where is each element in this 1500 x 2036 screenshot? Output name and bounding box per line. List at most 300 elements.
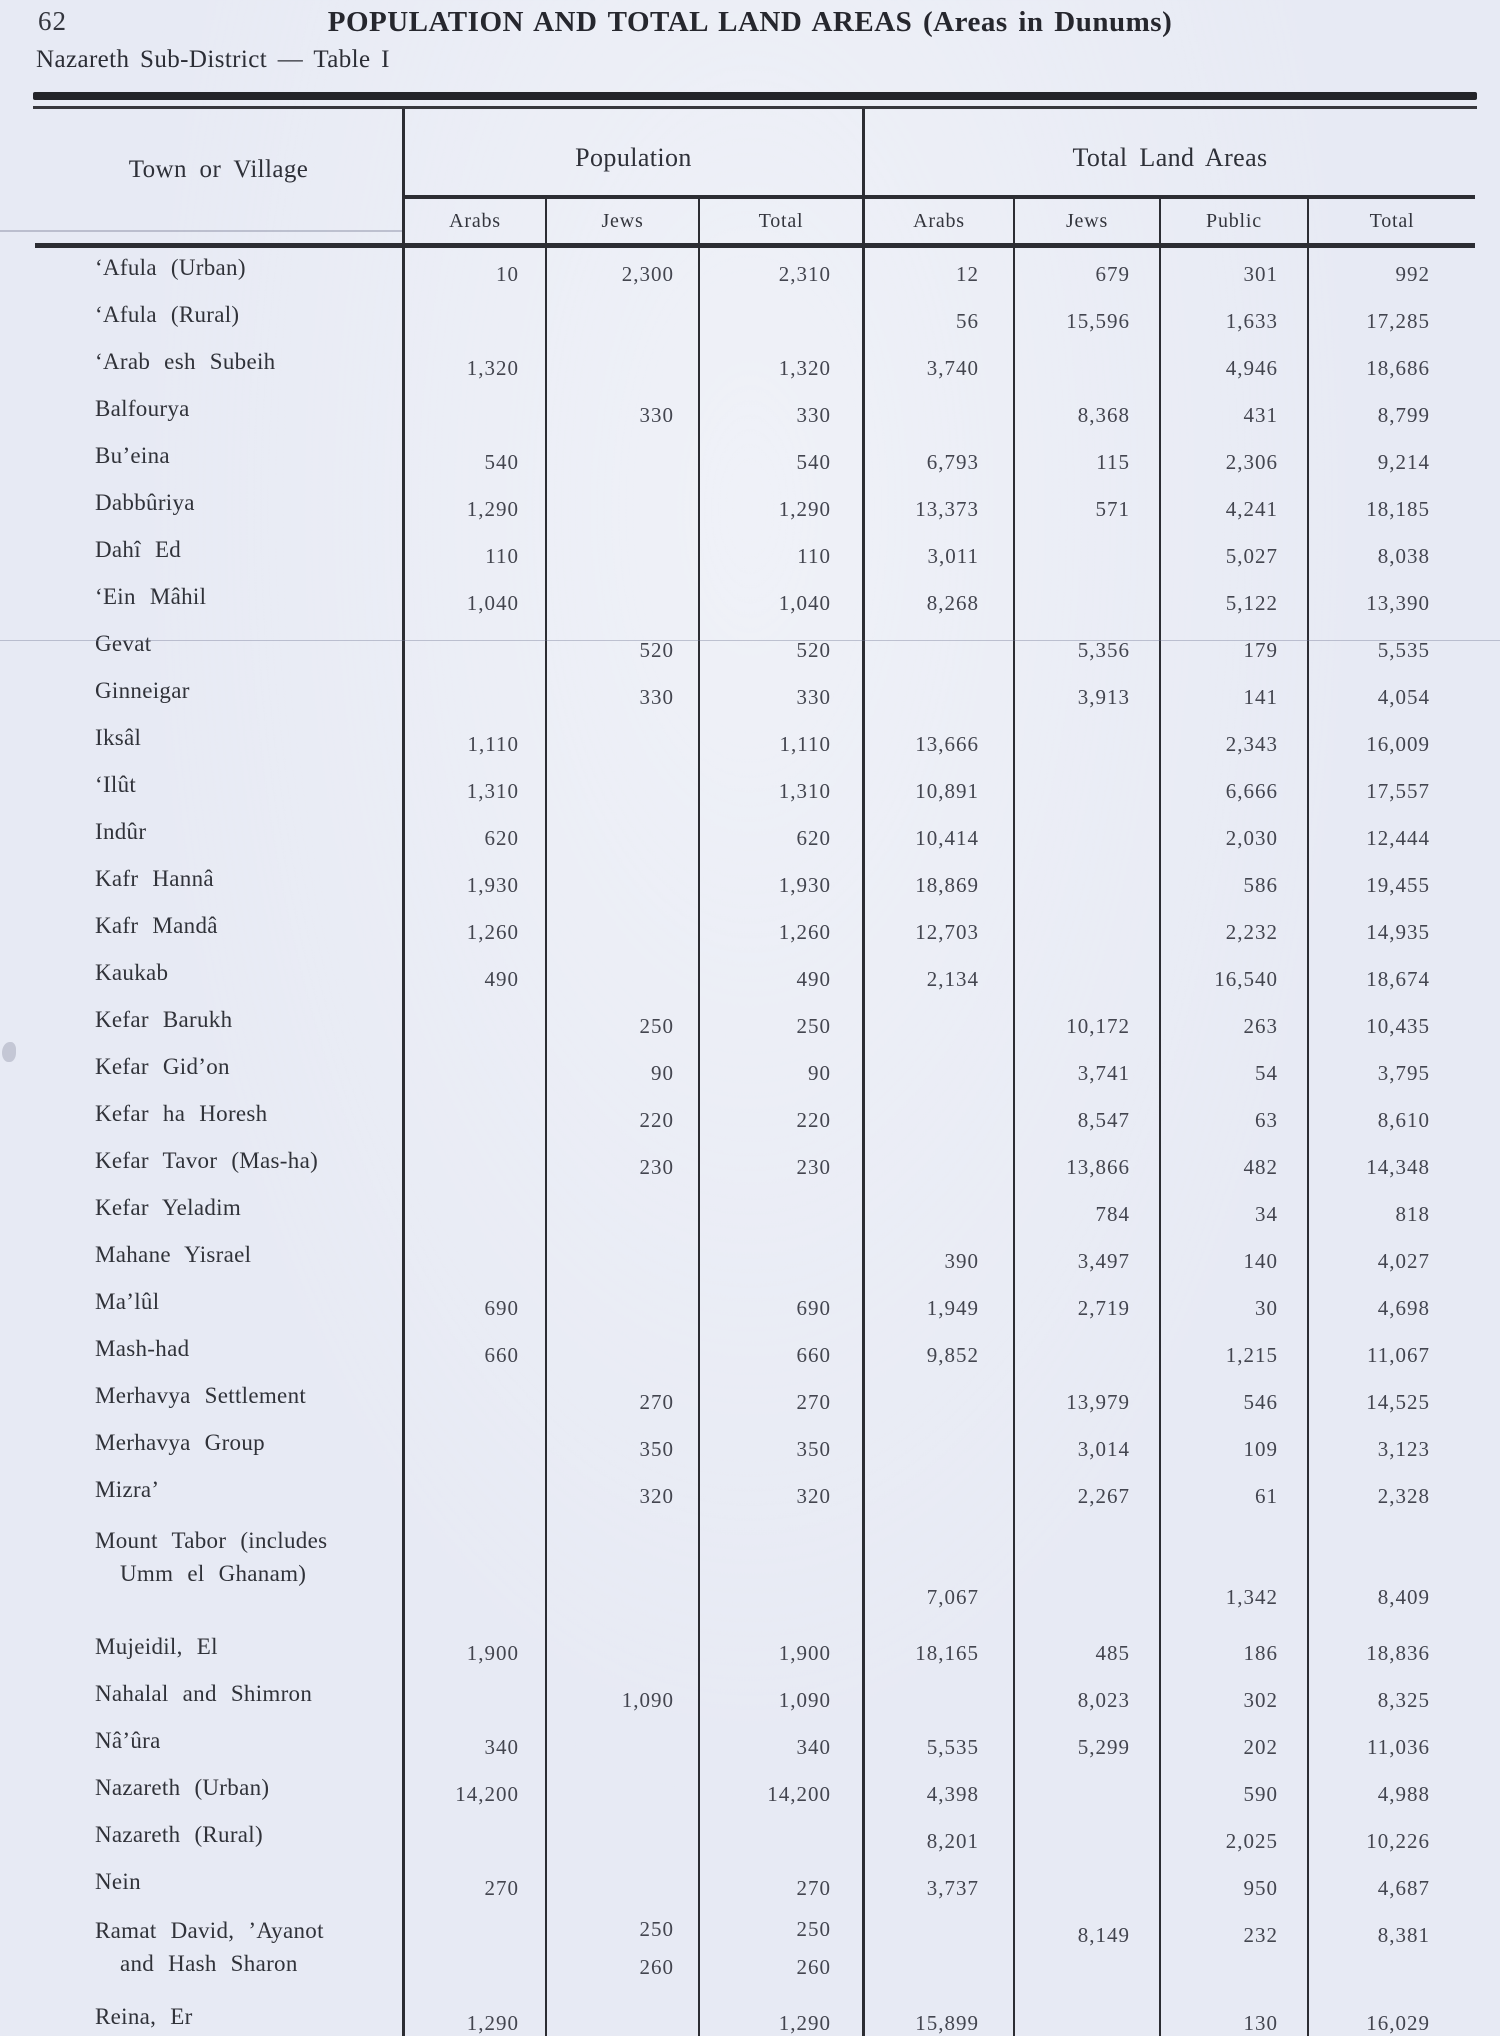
population-land-table xyxy=(35,109,1475,2036)
cell-land-arabs xyxy=(862,1188,1013,1235)
cell-land-total: 18,674 xyxy=(1307,953,1475,1000)
cell-land-public: 263 xyxy=(1159,1000,1307,1047)
cell-land-total: 18,686 xyxy=(1307,342,1475,389)
cell-pop-arabs: 340 xyxy=(402,1721,545,1768)
cell-land-public: 546 xyxy=(1159,1376,1307,1423)
cell-land-jews: 679 xyxy=(1013,248,1159,295)
cell-pop-total: 2,310 xyxy=(698,248,862,295)
cell-land-arabs xyxy=(862,1047,1013,1094)
town-name: Kefar Gid’on xyxy=(95,1054,230,1079)
cell-land-arabs: 10,891 xyxy=(862,765,1013,812)
cell-land-public: 202 xyxy=(1159,1721,1307,1768)
cell-pop-total: 270 xyxy=(698,1862,862,1909)
cell-land-jews xyxy=(1013,1768,1159,1815)
cell-pop-total: 220 xyxy=(698,1094,862,1141)
cell-land-jews: 3,497 xyxy=(1013,1235,1159,1282)
cell-pop-jews xyxy=(545,1768,698,1815)
cell-land-total: 818 xyxy=(1307,1188,1475,1235)
cell-land-jews xyxy=(1013,577,1159,624)
cell-pop-jews xyxy=(545,1517,698,1627)
cell-land-arabs: 15,899 xyxy=(862,1997,1013,2036)
cell-land-total: 10,435 xyxy=(1307,1000,1475,1047)
cell-pop-arabs: 110 xyxy=(402,530,545,577)
cell-land-public: 16,540 xyxy=(1159,953,1307,1000)
cell-pop-total: 250 260 xyxy=(698,1909,862,1997)
cell-pop-total: 230 xyxy=(698,1141,862,1188)
cell-land-public: 302 xyxy=(1159,1674,1307,1721)
cell-land-jews: 2,267 xyxy=(1013,1470,1159,1517)
cell-pop-total: 1,320 xyxy=(698,342,862,389)
cell-land-arabs: 56 xyxy=(862,295,1013,342)
cell-land-public: 431 xyxy=(1159,389,1307,436)
cell-pop-jews: 2,300 xyxy=(545,248,698,295)
town-name: Nazareth (Urban) xyxy=(95,1775,270,1800)
group-header-population: Population xyxy=(402,109,862,199)
cell-land-total: 11,036 xyxy=(1307,1721,1475,1768)
cell-land-public: 590 xyxy=(1159,1768,1307,1815)
cell-land-total: 4,027 xyxy=(1307,1235,1475,1282)
cell-land-jews: 15,596 xyxy=(1013,295,1159,342)
cell-land-total: 8,799 xyxy=(1307,389,1475,436)
cell-land-arabs xyxy=(862,1423,1013,1470)
cell-land-arabs: 3,011 xyxy=(862,530,1013,577)
cell-land-public: 586 xyxy=(1159,859,1307,906)
cell-land-public: 2,025 xyxy=(1159,1815,1307,1862)
cell-land-jews xyxy=(1013,765,1159,812)
cell-pop-arabs xyxy=(402,1815,545,1862)
cell-pop-arabs: 540 xyxy=(402,436,545,483)
cell-land-jews xyxy=(1013,1329,1159,1376)
group-header-total-land-areas: Total Land Areas xyxy=(862,109,1475,199)
cell-land-public: 54 xyxy=(1159,1047,1307,1094)
table-row xyxy=(35,1141,1475,1188)
cell-pop-arabs: 14,200 xyxy=(402,1768,545,1815)
cell-land-public: 950 xyxy=(1159,1862,1307,1909)
cell-land-total: 4,054 xyxy=(1307,671,1475,718)
cell-pop-arabs: 1,290 xyxy=(402,483,545,530)
cell-pop-total: 320 xyxy=(698,1470,862,1517)
table-row xyxy=(35,765,1475,812)
town-name: Mujeidil, El xyxy=(95,1634,218,1659)
cell-pop-jews: 320 xyxy=(545,1470,698,1517)
cell-land-total: 8,610 xyxy=(1307,1094,1475,1141)
cell-pop-jews: 250 260 xyxy=(545,1909,698,1997)
cell-pop-jews xyxy=(545,1235,698,1282)
cell-pop-arabs xyxy=(402,1909,545,1997)
cell-pop-arabs xyxy=(402,1235,545,1282)
cell-pop-total: 660 xyxy=(698,1329,862,1376)
town-name: Merhavya Settlement xyxy=(95,1383,307,1408)
cell-pop-total: 270 xyxy=(698,1376,862,1423)
cell-pop-jews xyxy=(545,765,698,812)
cell-land-arabs: 12 xyxy=(862,248,1013,295)
cell-land-total: 19,455 xyxy=(1307,859,1475,906)
town-name: Kefar ha Horesh xyxy=(95,1101,268,1126)
cell-land-public: 4,946 xyxy=(1159,342,1307,389)
cell-pop-total xyxy=(698,295,862,342)
cell-land-arabs: 7,067 xyxy=(862,1517,1013,1627)
cell-land-total: 8,038 xyxy=(1307,530,1475,577)
cell-pop-total: 1,930 xyxy=(698,859,862,906)
cell-land-public: 1,215 xyxy=(1159,1329,1307,1376)
cell-land-jews: 13,866 xyxy=(1013,1141,1159,1188)
cell-pop-total: 1,310 xyxy=(698,765,862,812)
cell-pop-jews xyxy=(545,906,698,953)
table-row xyxy=(35,671,1475,718)
town-name: Kefar Tavor (Mas-ha) xyxy=(95,1148,319,1173)
cell-pop-total: 340 xyxy=(698,1721,862,1768)
cell-land-jews: 485 xyxy=(1013,1627,1159,1674)
cell-land-jews: 571 xyxy=(1013,483,1159,530)
cell-pop-arabs xyxy=(402,1376,545,1423)
cell-land-arabs: 390 xyxy=(862,1235,1013,1282)
cell-land-public: 186 xyxy=(1159,1627,1307,1674)
cell-pop-total xyxy=(698,1188,862,1235)
table-caption: Nazareth Sub-District — Table I xyxy=(36,46,390,73)
town-name: Indûr xyxy=(95,819,147,844)
cell-land-arabs xyxy=(862,1376,1013,1423)
cell-land-total: 14,935 xyxy=(1307,906,1475,953)
cell-land-public: 5,122 xyxy=(1159,577,1307,624)
cell-pop-arabs: 1,900 xyxy=(402,1627,545,1674)
cell-land-public: 482 xyxy=(1159,1141,1307,1188)
table-header xyxy=(35,109,1475,248)
town-name: Mount Tabor (includes Umm el Ghanam) xyxy=(95,1528,328,1586)
cell-land-total: 17,557 xyxy=(1307,765,1475,812)
cell-land-public: 140 xyxy=(1159,1235,1307,1282)
cell-land-arabs: 18,869 xyxy=(862,859,1013,906)
cell-pop-jews xyxy=(545,436,698,483)
column-header-pop-jews: Jews xyxy=(545,199,698,243)
cell-pop-arabs: 270 xyxy=(402,1862,545,1909)
cell-land-total: 3,795 xyxy=(1307,1047,1475,1094)
cell-pop-total xyxy=(698,1815,862,1862)
table-row xyxy=(35,1282,1475,1329)
cell-land-jews xyxy=(1013,718,1159,765)
cell-land-arabs: 8,201 xyxy=(862,1815,1013,1862)
cell-pop-total xyxy=(698,1517,862,1627)
table-row xyxy=(35,1721,1475,1768)
cell-land-jews xyxy=(1013,812,1159,859)
table-row xyxy=(35,1094,1475,1141)
cell-pop-arabs xyxy=(402,295,545,342)
cell-pop-jews: 250 xyxy=(545,1000,698,1047)
cell-land-public: 1,342 xyxy=(1159,1517,1307,1627)
cell-land-jews: 13,979 xyxy=(1013,1376,1159,1423)
cell-pop-jews xyxy=(545,718,698,765)
table-row xyxy=(35,1517,1475,1627)
table-row xyxy=(35,295,1475,342)
cell-pop-total: 1,900 xyxy=(698,1627,862,1674)
column-header-land-public: Public xyxy=(1159,199,1307,243)
cell-pop-arabs xyxy=(402,671,545,718)
cell-land-jews: 3,014 xyxy=(1013,1423,1159,1470)
cell-pop-jews xyxy=(545,812,698,859)
cell-land-public: 2,343 xyxy=(1159,718,1307,765)
cell-pop-jews: 220 xyxy=(545,1094,698,1141)
cell-land-public: 109 xyxy=(1159,1423,1307,1470)
cell-pop-total: 1,110 xyxy=(698,718,862,765)
cell-pop-jews: 230 xyxy=(545,1141,698,1188)
table-row xyxy=(35,483,1475,530)
cell-land-jews xyxy=(1013,859,1159,906)
cell-pop-jews xyxy=(545,483,698,530)
cell-pop-arabs: 1,110 xyxy=(402,718,545,765)
cell-land-jews: 2,719 xyxy=(1013,1282,1159,1329)
table-row xyxy=(35,1627,1475,1674)
table-row xyxy=(35,1000,1475,1047)
cell-pop-arabs: 1,290 xyxy=(402,1997,545,2036)
cell-pop-arabs xyxy=(402,1047,545,1094)
town-name: Reina, Er xyxy=(95,2004,193,2029)
cell-land-public: 30 xyxy=(1159,1282,1307,1329)
cell-land-arabs xyxy=(862,1470,1013,1517)
cell-pop-arabs: 1,320 xyxy=(402,342,545,389)
cell-land-arabs: 9,852 xyxy=(862,1329,1013,1376)
cell-land-jews: 784 xyxy=(1013,1188,1159,1235)
cell-land-jews: 8,149 xyxy=(1013,1909,1159,1997)
cell-land-jews xyxy=(1013,530,1159,577)
cell-pop-total: 110 xyxy=(698,530,862,577)
cell-land-arabs: 6,793 xyxy=(862,436,1013,483)
cell-land-public: 179 xyxy=(1159,624,1307,671)
town-name: Bu’eina xyxy=(95,443,170,468)
cell-land-arabs: 3,737 xyxy=(862,1862,1013,1909)
cell-land-public: 2,030 xyxy=(1159,812,1307,859)
cell-land-arabs xyxy=(862,1141,1013,1188)
cell-pop-total: 1,290 xyxy=(698,483,862,530)
cell-pop-arabs: 10 xyxy=(402,248,545,295)
cell-pop-jews xyxy=(545,342,698,389)
cell-land-jews: 8,368 xyxy=(1013,389,1159,436)
town-name: Kaukab xyxy=(95,960,169,985)
town-name: Ginneigar xyxy=(95,678,190,703)
cell-land-public: 130 xyxy=(1159,1997,1307,2036)
cell-land-arabs xyxy=(862,671,1013,718)
cell-land-total: 11,067 xyxy=(1307,1329,1475,1376)
table-row xyxy=(35,1909,1475,1997)
cell-land-jews xyxy=(1013,1862,1159,1909)
cell-land-total: 5,535 xyxy=(1307,624,1475,671)
cell-land-total: 4,687 xyxy=(1307,1862,1475,1909)
table-row xyxy=(35,1768,1475,1815)
cell-land-total: 8,325 xyxy=(1307,1674,1475,1721)
cell-land-total: 13,390 xyxy=(1307,577,1475,624)
cell-land-arabs: 3,740 xyxy=(862,342,1013,389)
cell-pop-jews: 270 xyxy=(545,1376,698,1423)
cell-pop-total: 350 xyxy=(698,1423,862,1470)
cell-pop-arabs xyxy=(402,1000,545,1047)
town-name: Iksâl xyxy=(95,725,142,750)
cell-land-arabs: 1,949 xyxy=(862,1282,1013,1329)
cell-land-total: 9,214 xyxy=(1307,436,1475,483)
cell-pop-total: 490 xyxy=(698,953,862,1000)
table-row xyxy=(35,1047,1475,1094)
cell-land-total: 4,698 xyxy=(1307,1282,1475,1329)
cell-pop-arabs: 490 xyxy=(402,953,545,1000)
town-name: Dabbûriya xyxy=(95,490,195,515)
cell-pop-arabs xyxy=(402,624,545,671)
cell-pop-jews xyxy=(545,1627,698,1674)
cell-land-jews: 115 xyxy=(1013,436,1159,483)
cell-pop-total: 330 xyxy=(698,671,862,718)
table-row xyxy=(35,389,1475,436)
cell-land-jews: 5,356 xyxy=(1013,624,1159,671)
scan-artifact-smudge xyxy=(2,1042,16,1062)
town-name: Mash-had xyxy=(95,1336,190,1361)
cell-land-arabs: 8,268 xyxy=(862,577,1013,624)
cell-land-jews xyxy=(1013,906,1159,953)
town-name: ‘Afula (Urban) xyxy=(95,255,246,280)
cell-pop-total: 620 xyxy=(698,812,862,859)
town-name: ‘Afula (Rural) xyxy=(95,302,240,327)
cell-land-arabs: 13,373 xyxy=(862,483,1013,530)
cell-pop-arabs xyxy=(402,1094,545,1141)
table-row xyxy=(35,953,1475,1000)
column-header-pop-arabs: Arabs xyxy=(402,199,545,243)
town-name: Ramat David, ’Ayanot and Hash Sharon xyxy=(95,1918,324,1976)
cell-pop-total: 250 xyxy=(698,1000,862,1047)
cell-pop-total: 1,040 xyxy=(698,577,862,624)
column-header-pop-total: Total xyxy=(698,199,862,243)
cell-land-jews xyxy=(1013,1517,1159,1627)
cell-pop-jews xyxy=(545,295,698,342)
cell-pop-jews xyxy=(545,1862,698,1909)
town-name: Gevat xyxy=(95,631,152,656)
cell-land-jews xyxy=(1013,1815,1159,1862)
cell-land-public: 2,306 xyxy=(1159,436,1307,483)
town-name: Nazareth (Rural) xyxy=(95,1822,263,1847)
cell-land-arabs: 10,414 xyxy=(862,812,1013,859)
cell-pop-arabs xyxy=(402,1517,545,1627)
cell-pop-total: 520 xyxy=(698,624,862,671)
town-name: Balfourya xyxy=(95,396,190,421)
cell-land-total: 992 xyxy=(1307,248,1475,295)
table-row xyxy=(35,1376,1475,1423)
cell-pop-total: 14,200 xyxy=(698,1768,862,1815)
cell-land-public: 2,232 xyxy=(1159,906,1307,953)
cell-pop-jews xyxy=(545,530,698,577)
cell-pop-arabs xyxy=(402,1674,545,1721)
cell-land-total: 14,348 xyxy=(1307,1141,1475,1188)
cell-pop-total: 330 xyxy=(698,389,862,436)
cell-land-arabs: 13,666 xyxy=(862,718,1013,765)
town-name: Mizra’ xyxy=(95,1477,160,1502)
town-name: Ma’lûl xyxy=(95,1289,160,1314)
cell-pop-total: 690 xyxy=(698,1282,862,1329)
cell-pop-jews xyxy=(545,1188,698,1235)
table-body xyxy=(35,248,1475,2036)
cell-pop-total: 1,290 xyxy=(698,1997,862,2036)
cell-land-total: 18,185 xyxy=(1307,483,1475,530)
cell-pop-jews: 330 xyxy=(545,671,698,718)
page-number: 62 xyxy=(38,6,67,36)
town-name: Kafr Mandâ xyxy=(95,913,218,938)
town-name: Kafr Hannâ xyxy=(95,866,214,891)
town-name: ‘Ein Mâhil xyxy=(95,584,207,609)
cell-land-arabs xyxy=(862,1000,1013,1047)
cell-land-public: 141 xyxy=(1159,671,1307,718)
cell-land-total: 18,836 xyxy=(1307,1627,1475,1674)
cell-land-public: 232 xyxy=(1159,1909,1307,1997)
cell-pop-arabs xyxy=(402,389,545,436)
table-row xyxy=(35,342,1475,389)
cell-pop-arabs: 1,310 xyxy=(402,765,545,812)
town-name: Kefar Barukh xyxy=(95,1007,233,1032)
cell-pop-jews: 520 xyxy=(545,624,698,671)
cell-pop-jews: 350 xyxy=(545,1423,698,1470)
cell-pop-arabs: 690 xyxy=(402,1282,545,1329)
cell-pop-total: 1,090 xyxy=(698,1674,862,1721)
cell-pop-arabs: 620 xyxy=(402,812,545,859)
cell-land-jews xyxy=(1013,342,1159,389)
cell-land-total: 2,328 xyxy=(1307,1470,1475,1517)
town-name: Kefar Yeladim xyxy=(95,1195,242,1220)
cell-land-arabs xyxy=(862,1909,1013,1997)
cell-pop-jews xyxy=(545,1329,698,1376)
cell-pop-jews: 330 xyxy=(545,389,698,436)
cell-land-public: 61 xyxy=(1159,1470,1307,1517)
cell-land-public: 63 xyxy=(1159,1094,1307,1141)
cell-land-public: 4,241 xyxy=(1159,483,1307,530)
table-row xyxy=(35,624,1475,671)
cell-land-jews: 8,023 xyxy=(1013,1674,1159,1721)
cell-land-arabs xyxy=(862,1674,1013,1721)
column-header-land-total: Total xyxy=(1307,199,1475,243)
cell-land-total: 17,285 xyxy=(1307,295,1475,342)
column-header-land-jews: Jews xyxy=(1013,199,1159,243)
table-row xyxy=(35,1329,1475,1376)
cell-pop-total: 90 xyxy=(698,1047,862,1094)
cell-land-jews: 8,547 xyxy=(1013,1094,1159,1141)
cell-land-jews xyxy=(1013,953,1159,1000)
cell-land-arabs: 5,535 xyxy=(862,1721,1013,1768)
table-row xyxy=(35,1862,1475,1909)
cell-pop-arabs xyxy=(402,1141,545,1188)
cell-land-total: 4,988 xyxy=(1307,1768,1475,1815)
cell-pop-jews xyxy=(545,859,698,906)
top-rule-thick xyxy=(33,92,1477,100)
town-name: Mahane Yisrael xyxy=(95,1242,252,1267)
cell-land-arabs xyxy=(862,389,1013,436)
cell-pop-arabs xyxy=(402,1470,545,1517)
cell-pop-arabs xyxy=(402,1423,545,1470)
cell-pop-jews: 1,090 xyxy=(545,1674,698,1721)
page-title: POPULATION AND TOTAL LAND AREAS (Areas in Dunums) xyxy=(327,6,1173,38)
cell-land-public: 5,027 xyxy=(1159,530,1307,577)
table-row xyxy=(35,530,1475,577)
cell-land-arabs xyxy=(862,1094,1013,1141)
cell-pop-jews xyxy=(545,577,698,624)
table-row xyxy=(35,859,1475,906)
table-row xyxy=(35,436,1475,483)
cell-land-arabs: 2,134 xyxy=(862,953,1013,1000)
cell-land-public: 34 xyxy=(1159,1188,1307,1235)
town-name: Nahalal and Shimron xyxy=(95,1681,313,1706)
cell-pop-jews xyxy=(545,953,698,1000)
cell-land-jews: 5,299 xyxy=(1013,1721,1159,1768)
cell-pop-arabs: 1,260 xyxy=(402,906,545,953)
cell-land-total: 8,381 xyxy=(1307,1909,1475,1997)
cell-pop-total xyxy=(698,1235,862,1282)
cell-land-public: 301 xyxy=(1159,248,1307,295)
cell-land-public: 1,633 xyxy=(1159,295,1307,342)
cell-land-jews xyxy=(1013,1997,1159,2036)
town-name: Nâ’ûra xyxy=(95,1728,161,1753)
cell-pop-jews xyxy=(545,1997,698,2036)
table-row xyxy=(35,1997,1475,2036)
cell-land-arabs: 4,398 xyxy=(862,1768,1013,1815)
